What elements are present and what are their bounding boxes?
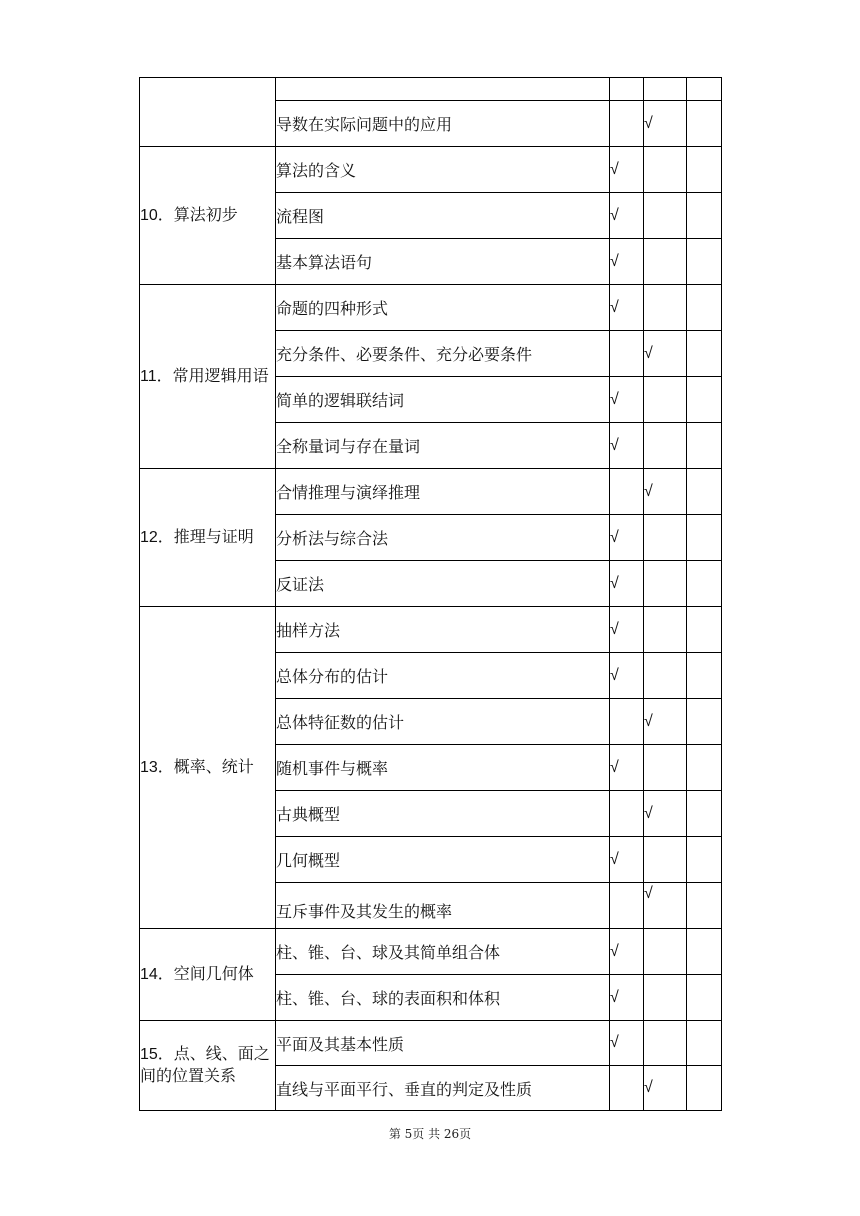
mark-cell: √ xyxy=(610,285,644,331)
topic-cell: 11．常用逻辑用语 xyxy=(140,285,276,469)
mark-cell: √ xyxy=(610,975,644,1021)
mark-cell xyxy=(687,561,722,607)
table-row xyxy=(140,469,722,515)
mark-cell xyxy=(644,975,687,1021)
mark-cell xyxy=(687,423,722,469)
mark-cell xyxy=(687,975,722,1021)
topic-cell: 13．概率、统计 xyxy=(140,607,276,929)
mark-cell xyxy=(687,745,722,791)
mark-cell: √ xyxy=(644,101,687,147)
table-row xyxy=(140,78,722,101)
mark-cell xyxy=(687,1021,722,1066)
mark-cell xyxy=(687,78,722,101)
item-cell: 平面及其基本性质 xyxy=(276,1021,610,1066)
mark-cell xyxy=(610,331,644,377)
table-row xyxy=(140,929,722,975)
page-number-footer: 第 5页 共 26页 xyxy=(388,1127,472,1141)
mark-cell xyxy=(644,929,687,975)
mark-cell: √ xyxy=(610,561,644,607)
topic-cell xyxy=(140,78,276,147)
mark-cell xyxy=(687,515,722,561)
mark-cell xyxy=(644,377,687,423)
mark-cell xyxy=(644,1021,687,1066)
mark-cell xyxy=(687,377,722,423)
mark-cell xyxy=(610,791,644,837)
topic-cell: 12．推理与证明 xyxy=(140,469,276,607)
mark-cell: √ xyxy=(644,883,687,929)
mark-cell xyxy=(644,193,687,239)
knowledge-point-table xyxy=(139,77,722,1111)
mark-cell xyxy=(610,1066,644,1111)
mark-cell: √ xyxy=(610,653,644,699)
mark-cell: √ xyxy=(644,469,687,515)
mark-cell: √ xyxy=(610,239,644,285)
mark-cell xyxy=(644,745,687,791)
mark-cell xyxy=(610,78,644,101)
mark-cell xyxy=(687,699,722,745)
item-cell: 算法的含义 xyxy=(276,147,610,193)
item-cell: 几何概型 xyxy=(276,837,610,883)
mark-cell: √ xyxy=(644,1066,687,1111)
mark-cell xyxy=(687,1066,722,1111)
mark-cell xyxy=(687,239,722,285)
mark-cell: √ xyxy=(610,147,644,193)
item-cell: 反证法 xyxy=(276,561,610,607)
topic-cell: 15．点、线、面之间的位置关系 xyxy=(140,1021,276,1111)
item-cell: 总体分布的估计 xyxy=(276,653,610,699)
mark-cell xyxy=(644,285,687,331)
topic-cell: 10．算法初步 xyxy=(140,147,276,285)
mark-cell: √ xyxy=(610,515,644,561)
mark-cell: √ xyxy=(644,791,687,837)
mark-cell xyxy=(610,699,644,745)
table-row xyxy=(140,285,722,331)
table-row xyxy=(140,147,722,193)
mark-cell: √ xyxy=(610,607,644,653)
mark-cell xyxy=(687,147,722,193)
mark-cell xyxy=(644,423,687,469)
item-cell xyxy=(276,78,610,101)
item-cell: 柱、锥、台、球的表面积和体积 xyxy=(276,975,610,1021)
mark-cell xyxy=(610,101,644,147)
topic-cell: 14．空间几何体 xyxy=(140,929,276,1021)
mark-cell xyxy=(687,929,722,975)
mark-cell xyxy=(610,469,644,515)
mark-cell xyxy=(644,515,687,561)
mark-cell xyxy=(687,193,722,239)
mark-cell xyxy=(687,285,722,331)
item-cell: 流程图 xyxy=(276,193,610,239)
item-cell: 命题的四种形式 xyxy=(276,285,610,331)
mark-cell: √ xyxy=(610,423,644,469)
mark-cell xyxy=(687,607,722,653)
mark-cell xyxy=(687,791,722,837)
item-cell: 合情推理与演绎推理 xyxy=(276,469,610,515)
mark-cell xyxy=(644,239,687,285)
mark-cell xyxy=(644,78,687,101)
item-cell: 基本算法语句 xyxy=(276,239,610,285)
mark-cell: √ xyxy=(610,745,644,791)
mark-cell: √ xyxy=(610,377,644,423)
item-cell: 柱、锥、台、球及其简单组合体 xyxy=(276,929,610,975)
mark-cell: √ xyxy=(610,1021,644,1066)
mark-cell xyxy=(644,607,687,653)
mark-cell xyxy=(644,561,687,607)
item-cell: 抽样方法 xyxy=(276,607,610,653)
mark-cell: √ xyxy=(610,929,644,975)
item-cell: 互斥事件及其发生的概率 xyxy=(276,883,610,929)
mark-cell xyxy=(644,837,687,883)
item-cell: 古典概型 xyxy=(276,791,610,837)
item-cell: 导数在实际问题中的应用 xyxy=(276,101,610,147)
item-cell: 直线与平面平行、垂直的判定及性质 xyxy=(276,1066,610,1111)
item-cell: 简单的逻辑联结词 xyxy=(276,377,610,423)
table-row xyxy=(140,607,722,653)
item-cell: 分析法与综合法 xyxy=(276,515,610,561)
table-row xyxy=(140,1021,722,1066)
mark-cell: √ xyxy=(610,193,644,239)
mark-cell xyxy=(687,883,722,929)
item-cell: 总体特征数的估计 xyxy=(276,699,610,745)
mark-cell xyxy=(687,101,722,147)
item-cell: 充分条件、必要条件、充分必要条件 xyxy=(276,331,610,377)
mark-cell: √ xyxy=(644,331,687,377)
mark-cell: √ xyxy=(610,837,644,883)
mark-cell xyxy=(644,653,687,699)
item-cell: 全称量词与存在量词 xyxy=(276,423,610,469)
mark-cell xyxy=(687,653,722,699)
item-cell: 随机事件与概率 xyxy=(276,745,610,791)
mark-cell xyxy=(687,331,722,377)
mark-cell xyxy=(610,883,644,929)
mark-cell: √ xyxy=(644,699,687,745)
mark-cell xyxy=(644,147,687,193)
mark-cell xyxy=(687,469,722,515)
mark-cell xyxy=(687,837,722,883)
